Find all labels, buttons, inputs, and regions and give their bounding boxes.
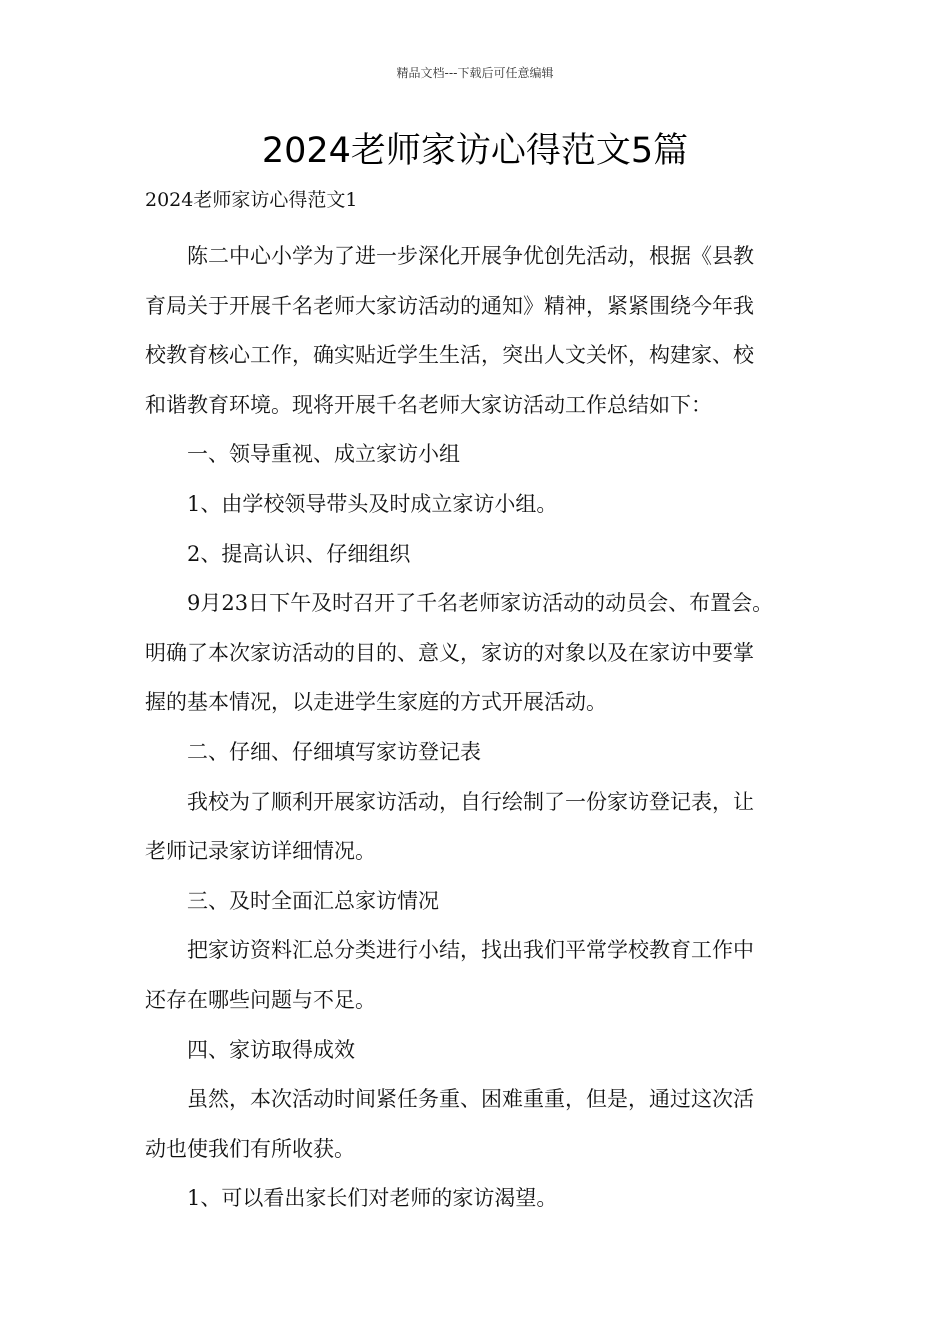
paragraph-result-1: 1、可以看出家长们对老师的家访渴望。	[187, 1186, 558, 1211]
paragraph-registration: 我校为了顺利开展家访活动，自行绘制了一份家访登记表，让 老师记录家访详细情况。	[145, 789, 754, 864]
paragraph-meeting: 9月23日下午及时召开了千名老师家访活动的动员会、布置会。 明确了本次家访活动的目的、意义，家访的对象以及在家访中要掌 握的基本情况，以走进学生家庭的方式开展活动。	[145, 591, 774, 715]
heading-leadership: 一、领导重视、成立家访小组	[187, 442, 460, 467]
paragraph-results: 虽然，本次活动时间紧任务重、困难重重，但是，通过这次活 动也使我们有所收获。	[145, 1087, 754, 1161]
paragraph-item-1: 1、由学校领导带头及时成立家访小组。	[187, 491, 558, 516]
heading-results: 四、家访取得成效	[187, 1037, 355, 1062]
document-title: 2024老师家访心得范文5篇	[261, 131, 689, 171]
header-note: 精品文档---下载后可任意编辑	[396, 66, 554, 80]
paragraph-intro: 陈二中心小学为了进一步深化开展争优创先活动，根据《县教 育局关于开展千名老师大家访活动的通知》精神，紧紧围绕今年我 校教育核心工作，确实贴近学生生活，突出人文关怀，构建家、校 和谐教育环境。现将开展千名老师大家访活动工作总结如下：	[145, 244, 754, 417]
section-title: 2024老师家访心得范文1	[145, 189, 358, 211]
paragraph-summary: 把家访资料汇总分类进行小结，找出我们平常学校教育工作中 还存在哪些问题与不足。	[145, 938, 754, 1012]
document-body	[145, 232, 815, 1224]
heading-registration: 二、仔细、仔细填写家访登记表	[187, 739, 481, 764]
heading-summary: 三、及时全面汇总家访情况	[187, 888, 439, 913]
paragraph-item-2: 2、提高认识、仔细组织	[187, 541, 411, 566]
